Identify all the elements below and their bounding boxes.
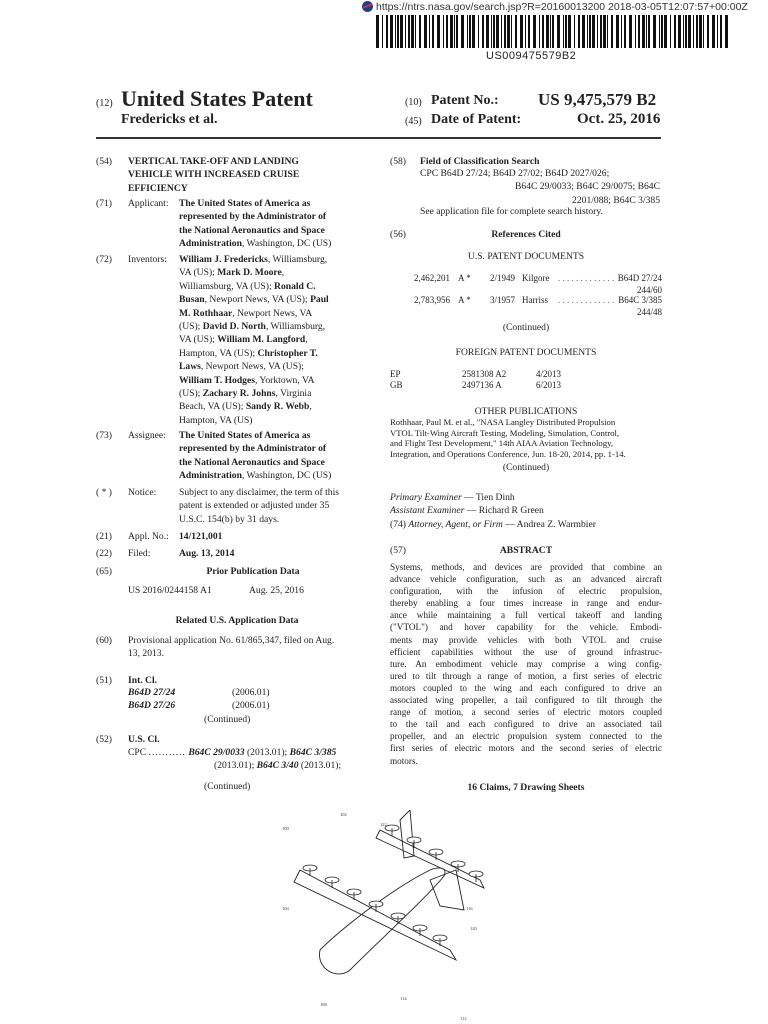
inventor-name: Christopher T.: [257, 347, 318, 359]
applicant-line: The United States of America as: [179, 198, 311, 209]
barcode-number: US009475579B2: [486, 50, 577, 62]
abstract-line: ture. An embodiment vehicle may comprise a wing config-: [390, 658, 662, 669]
nasa-logo-icon: [362, 1, 373, 12]
abstract-line: Systems, methods, and devices are provided that combine an: [390, 562, 662, 572]
inventor-line: [179, 307, 379, 320]
title-line: EFFICIENCY: [128, 182, 188, 194]
us-cl-version: (2013.01);: [298, 760, 342, 771]
svg-text:112: 112: [460, 1016, 467, 1021]
assignee-line: the National Aeronautics and Space: [179, 456, 325, 468]
inventor-line: [179, 400, 379, 413]
patent-type-title: United States Patent: [121, 86, 313, 111]
aircraft-drawing: [280, 810, 490, 1024]
inventors-list: [179, 253, 379, 427]
inventor-line: [179, 387, 379, 400]
attorney-label: Attorney, Agent, or Firm: [408, 519, 503, 530]
applicant-value: [179, 197, 374, 251]
us-cl-version: (2013.01);: [244, 747, 290, 758]
inventor-location: , Newport News, VA (US);: [204, 294, 311, 306]
prior-publication-number: US 2016/0244158 A1: [128, 585, 212, 596]
ref-name: Kilgore: [522, 273, 550, 283]
inventor-name: David D. North: [202, 321, 266, 333]
ref-class-secondary: 244/60: [636, 285, 662, 295]
abstract-line: ance while maintaining a full vertical takeoff and landing: [390, 610, 662, 621]
primary-examiner-name: — Tien Dinh: [461, 492, 515, 503]
attorney: [390, 518, 596, 531]
applicant-line: the National Aeronautics and Space: [179, 224, 325, 236]
us-cl-title: U.S. Cl.: [128, 734, 160, 745]
primary-examiner: [390, 491, 515, 504]
attorney-name: — Andrea Z. Warmbier: [502, 519, 596, 530]
applicant-line: [179, 237, 374, 250]
title-line: VERTICAL TAKE-OFF AND LANDING: [128, 156, 299, 167]
inventor-name: William M. Langford: [217, 334, 306, 346]
inventor-location: , Yorktown, VA: [254, 374, 315, 386]
title-line: VEHICLE WITH INCREASED CRUISE: [128, 169, 300, 181]
svg-text:108: 108: [320, 1002, 327, 1007]
filed-label: Filed:: [128, 548, 151, 559]
inventor-name: William J. Fredericks: [179, 254, 268, 265]
abstract-line: to the tail and each configured to drive an associated tail: [390, 719, 662, 730]
us-cl-class: B64C 29/0033: [188, 747, 245, 758]
prior-publication-title: Prior Publication Data: [206, 566, 300, 577]
inventor-line: [179, 333, 379, 346]
applicant-label: Applicant:: [128, 198, 169, 209]
field-code-21: (21): [96, 531, 112, 542]
field-code-52: (52): [96, 734, 112, 745]
assignee-emph: Administration: [179, 470, 242, 482]
assignee-value: [179, 429, 374, 483]
provisional-application: [128, 634, 378, 661]
appl-no-value: 14/121,001: [179, 531, 223, 542]
abstract-title: ABSTRACT: [499, 545, 553, 556]
inventor-location: VA (US);: [179, 267, 218, 279]
ref-leader: . . . . . . . . . . . . .: [558, 273, 615, 283]
ref-date: 2/1949: [490, 273, 516, 283]
applicant-line: represented by the Administrator of: [179, 211, 327, 223]
inventor-location: VA (US);: [179, 334, 218, 346]
abstract-line: thereby enabling a four times increase in range and endur-: [390, 598, 662, 609]
ref-leader: . . . . . . . . . . . . .: [558, 295, 615, 305]
inventor-location: Hampton, VA (US): [179, 414, 253, 426]
inventor-line: [179, 293, 379, 306]
assignee-location: , Washington, DC (US): [241, 470, 332, 482]
field-code-22: (22): [96, 548, 112, 559]
assignee-line: [179, 469, 374, 482]
classification-search-list: [420, 167, 660, 207]
ref-date: 3/1957: [490, 295, 516, 305]
svg-text:122: 122: [380, 822, 387, 827]
int-cl-version: (2006.01): [232, 700, 270, 711]
svg-text:102: 102: [340, 812, 347, 817]
inventor-location: Hampton, VA (US);: [179, 347, 258, 359]
inventor-line: [179, 253, 379, 266]
assistant-examiner-label: Assistant Examiner: [390, 505, 465, 516]
inventor-line: [179, 414, 379, 427]
other-publications-continued: (Continued): [502, 462, 550, 473]
us-patent-documents-title: U.S. PATENT DOCUMENTS: [467, 251, 585, 262]
field-code-73: (73): [96, 430, 112, 441]
inventor-location: (US);: [179, 321, 203, 333]
notice-line: U.S.C. 154(b) by 31 days.: [179, 513, 280, 525]
inventor-name: Zachary R. Johns: [202, 388, 276, 400]
foreign-date: 4/2013: [536, 369, 562, 379]
ref-kind: A *: [458, 295, 471, 305]
appl-no-label: Appl. No.:: [128, 531, 169, 542]
fin-shape: [400, 810, 414, 858]
publication-line: Integration, and Operations Conference, Jun. 18-20, 2014, pp. 1-14.: [390, 448, 626, 459]
publication-line: Rothhaar, Paul M. et al., "NASA Langley Distributed Propulsion: [390, 417, 616, 427]
int-cl-version: (2006.01): [232, 687, 270, 698]
inventor-name: William T. Hodges: [179, 374, 255, 386]
classification-search-note: See application file for complete search history.: [420, 206, 603, 217]
field-code-65: (65): [96, 566, 112, 577]
svg-text:100: 100: [282, 826, 289, 831]
date-of-patent-label: Date of Patent:: [431, 112, 522, 127]
ref-number: 2,783,956: [414, 295, 450, 305]
inventor-location: , Williamsburg,: [265, 321, 326, 333]
abstract-line: configuration, with the infusion of electric propulsion,: [390, 586, 662, 597]
inventor-line: [179, 280, 379, 293]
inventor-name: Sandy R. Webb: [245, 401, 310, 413]
inventor-location: , Virginia: [275, 388, 312, 400]
fuselage-shape: [320, 868, 446, 974]
other-publications-title: OTHER PUBLICATIONS: [474, 406, 578, 417]
ref-number: 2,462,201: [414, 273, 450, 283]
assistant-examiner-name: — Richard R Green: [464, 505, 544, 516]
abstract-line: first series of electric motors and the second series of electric: [390, 743, 662, 754]
abstract-line: ("VTOL") and hover capability for the vehicle. Embodi-: [390, 622, 662, 633]
abstract-text: [390, 561, 662, 767]
foreign-patent-documents-title: FOREIGN PATENT DOCUMENTS: [455, 347, 597, 358]
abstract-line: motors coupled to the wing and each configured to drive an: [390, 682, 662, 693]
field-code-notice: ( * ): [96, 487, 112, 498]
publication-line: VTOL Tilt-Wing Aircraft Testing, Modeling, Simulation, Control,: [390, 427, 620, 438]
related-application-title: Related U.S. Application Data: [175, 615, 299, 626]
other-publications-text: [390, 417, 665, 459]
inventor-location: ,: [305, 334, 308, 346]
source-url-line[interactable]: [362, 1, 748, 13]
field-code-51: (51): [96, 675, 112, 686]
abstract-line: efficient capabilities without the use of ground infrastruc-: [390, 646, 662, 657]
inventor-location: (US);: [179, 388, 203, 400]
field-code-60: (60): [96, 635, 112, 646]
invention-title: [128, 155, 368, 195]
foreign-country: EP: [390, 369, 401, 379]
primary-examiner-label: Primary Examiner: [390, 492, 462, 503]
abstract-line: associated wing propeller, a tail configured to tilt through the: [390, 695, 662, 706]
abstract-line: ments may provide vehicles with both VTOL and cruise: [390, 634, 662, 645]
assignee-label: Assignee:: [128, 430, 166, 441]
inventor-name: Paul: [310, 294, 329, 306]
inventors-label: Inventors:: [128, 254, 167, 265]
ref-name: Harriss: [522, 295, 548, 305]
inventor-location: ,: [309, 401, 312, 413]
foreign-number: 2581308 A2: [462, 369, 507, 379]
patent-no-label: Patent No.:: [431, 93, 499, 108]
classification-line: CPC B64D 27/24; B64D 27/02; B64D 2027/026;: [420, 168, 610, 179]
classification-line: 2201/088; B64C 3/385: [572, 194, 660, 206]
svg-text:114: 114: [400, 996, 407, 1001]
applicant-location: , Washington, DC (US): [241, 238, 332, 250]
inventor-line: [179, 360, 379, 373]
int-cl-class: B64D 27/26: [128, 700, 176, 711]
inventor-line: [179, 320, 379, 333]
assignee-line: represented by the Administrator of: [179, 443, 327, 455]
abstract-line: range of motion, a second series of electric motors coupled: [390, 707, 662, 718]
patent-number: US 9,475,579 B2: [538, 90, 657, 109]
abstract-line: advance vehicle configuration, such as an advanced aircraft: [390, 574, 662, 585]
inventors-short: Fredericks et al.: [121, 112, 218, 127]
field-code-54: (54): [96, 156, 112, 167]
us-cl-class: B64C 3/40: [256, 760, 299, 771]
svg-text:116: 116: [466, 906, 473, 911]
int-cl-class: B64D 27/24: [128, 687, 176, 698]
us-references-continued: (Continued): [502, 322, 550, 333]
field-code-74: (74): [390, 519, 406, 530]
inventor-location: Williamsburg, VA (US);: [179, 280, 275, 292]
assignee-line: The United States of America as: [179, 430, 311, 441]
field-code-71: (71): [96, 198, 112, 209]
applicant-emph: Administration: [179, 238, 242, 250]
inventor-location: , Newport News, VA (US);: [200, 361, 304, 373]
inventor-location: Beach, VA (US);: [179, 401, 246, 413]
publication-line: and Flight Test Development," 14th AIAA Aviation Technology,: [390, 438, 614, 448]
barcode: [376, 15, 730, 48]
tail-shape: [376, 830, 484, 888]
assistant-examiner: [390, 504, 544, 517]
notice-line: patent is extended or adjusted under 35: [179, 500, 330, 512]
abstract-line: propeller, and an electric propulsion system connected to the: [390, 731, 662, 742]
svg-text:104: 104: [282, 906, 289, 911]
references-cited-title: References Cited: [491, 229, 561, 240]
code-10: (10): [405, 97, 422, 108]
ref-class-secondary: 244/48: [636, 307, 662, 317]
us-cl-cpc-label: CPC: [128, 747, 147, 758]
ref-kind: A *: [458, 273, 471, 283]
int-cl-title: Int. Cl.: [128, 675, 158, 686]
foreign-number: 2497136 A: [462, 380, 502, 390]
inventor-location: , Williamsburg,: [267, 254, 328, 265]
field-code-57: (57): [390, 545, 406, 556]
inventor-name: Laws: [179, 361, 201, 373]
us-cl-version: (2013.01);: [214, 760, 257, 771]
provisional-line: 13, 2013.: [128, 648, 164, 660]
us-cl-class: B64C 3/385: [289, 747, 337, 758]
notice-text: [179, 486, 379, 526]
us-cl-continued: (Continued): [204, 781, 251, 792]
abstract-line: motors.: [390, 755, 418, 766]
date-of-patent: Oct. 25, 2016: [577, 111, 661, 127]
notice-label: Notice:: [128, 487, 157, 498]
inventor-location: ,: [281, 267, 285, 279]
inventor-name: Mark D. Moore: [217, 267, 282, 279]
int-cl-continued: (Continued): [204, 714, 251, 725]
abstract-line: ured to tilt through a range of motion, a first series of electric: [390, 670, 662, 681]
us-cl-dots: ...........: [148, 747, 186, 758]
field-code-72: (72): [96, 254, 112, 265]
claims-count: 16 Claims, 7 Drawing Sheets: [467, 782, 585, 793]
inventor-line: [179, 266, 379, 279]
us-cl-line: [214, 759, 341, 772]
drawing-callouts: [282, 812, 478, 1021]
inventor-name: Ronald C.: [274, 280, 316, 292]
header-divider: [96, 137, 661, 139]
code-12: (12): [96, 98, 113, 109]
classification-line: B64C 29/0033; B64C 29/0075; B64C: [515, 181, 660, 193]
inventor-location: , Newport News, VA: [232, 307, 313, 319]
ref-class: B64C 3/385: [618, 295, 662, 305]
notice-line: Subject to any disclaimer, the term of this: [179, 487, 340, 498]
prior-publication-date: Aug. 25, 2016: [249, 585, 304, 596]
inventor-name: Busan: [179, 294, 205, 306]
source-url[interactable]: https://ntrs.nasa.gov/search.jsp?R=20160013200 2018-03-05T12:07:57+00:00Z: [376, 1, 748, 13]
field-code-56: (56): [390, 229, 406, 240]
inventor-line: [179, 374, 379, 387]
svg-text:120: 120: [470, 926, 477, 931]
provisional-line: Provisional application No. 61/865,347, filed on Aug.: [128, 635, 335, 646]
ref-class: B64D 27/24: [617, 273, 662, 283]
foreign-date: 6/2013: [536, 380, 562, 390]
inventor-line: [179, 347, 379, 360]
field-code-58: (58): [390, 156, 406, 167]
code-45: (45): [405, 116, 422, 127]
classification-search-title: Field of Classification Search: [420, 156, 540, 167]
inventor-name: M. Rothhaar: [179, 307, 233, 319]
us-cl-line: [128, 746, 336, 759]
foreign-country: GB: [390, 380, 403, 390]
filed-value: Aug. 13, 2014: [179, 548, 235, 559]
